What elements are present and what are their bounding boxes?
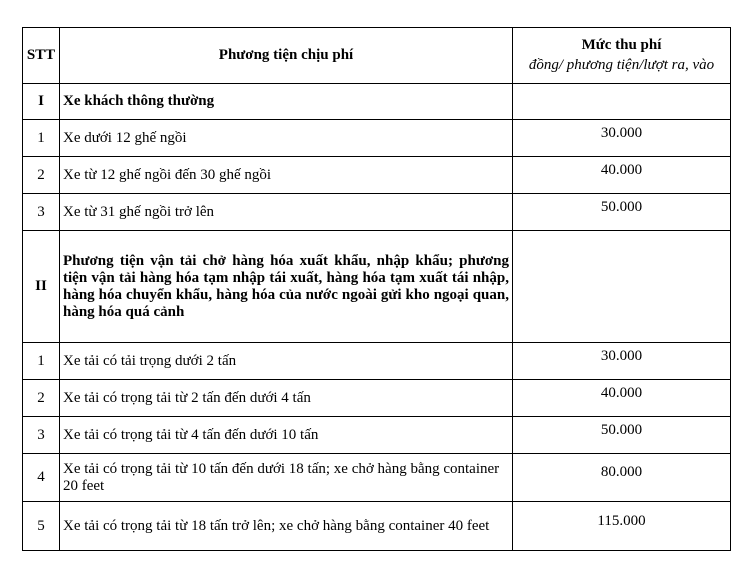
- table-header-row: [23, 28, 731, 84]
- row-stt: I: [23, 84, 60, 120]
- row-fee: 50.000: [513, 417, 731, 454]
- table-row: [23, 454, 731, 502]
- row-stt: II: [23, 231, 60, 343]
- table-row: [23, 120, 731, 157]
- row-fee: 80.000: [513, 454, 731, 502]
- row-fee: 30.000: [513, 120, 731, 157]
- row-fee: [513, 231, 731, 343]
- table-row: [23, 343, 731, 380]
- row-fee: 50.000: [513, 194, 731, 231]
- row-label: Xe tải có trọng tải từ 10 tấn đến dưới 18 tấn; xe chở hàng bằng container 20 feet: [60, 454, 513, 502]
- row-label: Xe từ 31 ghế ngồi trở lên: [60, 194, 513, 231]
- row-stt: 4: [23, 454, 60, 502]
- row-label: Phương tiện vận tải chở hàng hóa xuất khẩu, nhập khẩu; phương tiện vận tải hàng hóa tạm nhập tái xuất, hàng hóa tạm xuất tái nhập, hàng hóa chuyển khẩu, hàng hóa của nước ngoài gửi kho ngoại quan, hàng hóa quá cảnh: [60, 231, 513, 343]
- row-label: Xe tải có trọng tải từ 2 tấn đến dưới 4 tấn: [60, 380, 513, 417]
- row-stt: 3: [23, 417, 60, 454]
- row-stt: 2: [23, 380, 60, 417]
- table-row-group-1: [23, 84, 731, 120]
- table-row-group-2: [23, 231, 731, 343]
- row-label: Xe tải có tải trọng dưới 2 tấn: [60, 343, 513, 380]
- table-row: [23, 157, 731, 194]
- row-label: Xe tải có trọng tải từ 18 tấn trở lên; xe chở hàng bằng container 40 feet: [60, 502, 513, 551]
- row-label: Xe khách thông thường: [60, 84, 513, 120]
- header-fee-unit: đồng/ phương tiện/lượt ra, vào: [528, 57, 715, 73]
- row-stt: 1: [23, 343, 60, 380]
- row-fee: 40.000: [513, 380, 731, 417]
- table-row: [23, 194, 731, 231]
- header-vehicle: Phương tiện chịu phí: [60, 28, 513, 84]
- row-stt: 1: [23, 120, 60, 157]
- header-fee-title: Mức thu phí: [581, 37, 662, 53]
- row-fee: 40.000: [513, 157, 731, 194]
- row-label: Xe dưới 12 ghế ngồi: [60, 120, 513, 157]
- table-row: [23, 502, 731, 551]
- table-row: [23, 417, 731, 454]
- row-fee: [513, 84, 731, 120]
- fee-table: [22, 27, 731, 551]
- row-stt: 5: [23, 502, 60, 551]
- row-fee: 30.000: [513, 343, 731, 380]
- row-label: Xe tải có trọng tải từ 4 tấn đến dưới 10 tấn: [60, 417, 513, 454]
- row-stt: 3: [23, 194, 60, 231]
- table-row: [23, 380, 731, 417]
- header-fee: [513, 28, 731, 84]
- row-label: Xe từ 12 ghế ngồi đến 30 ghế ngồi: [60, 157, 513, 194]
- row-stt: 2: [23, 157, 60, 194]
- row-fee: 115.000: [513, 502, 731, 551]
- header-stt: STT: [23, 28, 60, 84]
